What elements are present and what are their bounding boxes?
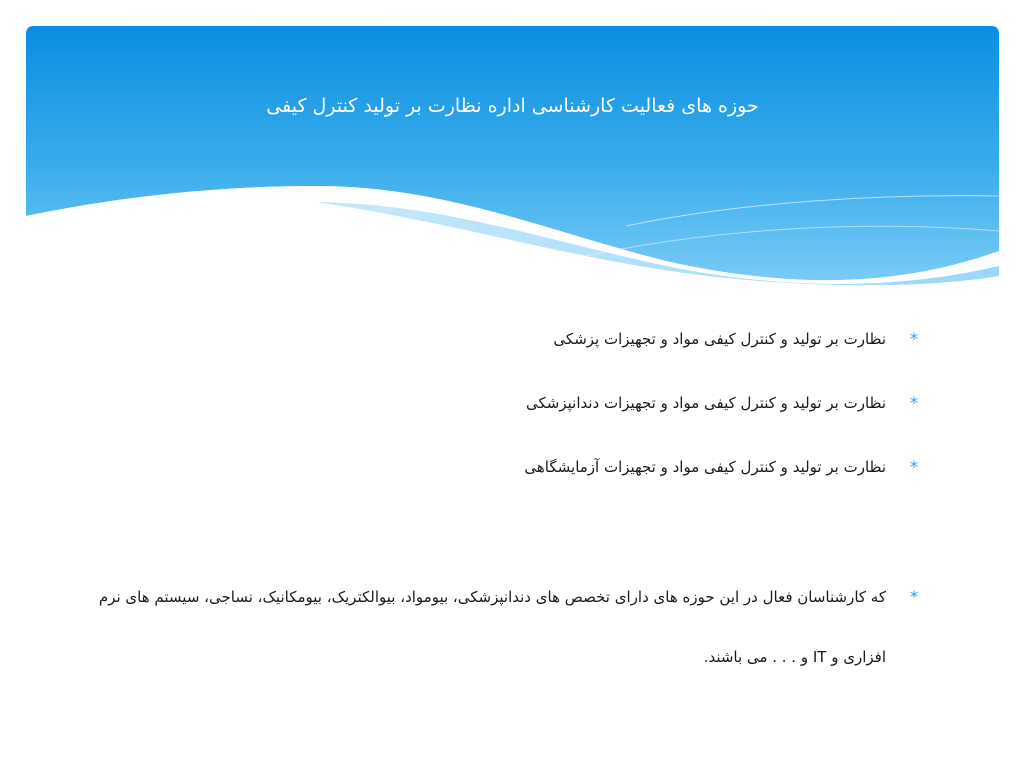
list-item: * نظارت بر تولید و کنترل کیفی مواد و تجهیزات دندانپزشکی — [68, 386, 918, 420]
header-banner — [26, 26, 999, 286]
list-item: * که کارشناسان فعال در این حوزه های دارای تخصص های دندانپزشکی، بیومواد، بیوالکتریک، بیومکانیک، نساجی، سیستم های نرم افزاری و IT و . . . می باشند. — [68, 580, 918, 687]
list-item: * نظارت بر تولید و کنترل کیفی مواد و تجهیزات آزمایشگاهی — [68, 450, 918, 484]
asterisk-bullet-icon: * — [910, 587, 918, 606]
slide-title: حوزه های فعالیت کارشناسی اداره نظارت بر تولید کنترل کیفی — [266, 95, 759, 117]
asterisk-bullet-icon: * — [910, 393, 918, 412]
list-item: * نظارت بر تولید و کنترل کیفی مواد و تجهیزات پزشکی — [68, 322, 918, 356]
asterisk-bullet-icon: * — [910, 457, 918, 476]
asterisk-bullet-icon: * — [910, 329, 918, 348]
wave-banner — [26, 26, 999, 286]
